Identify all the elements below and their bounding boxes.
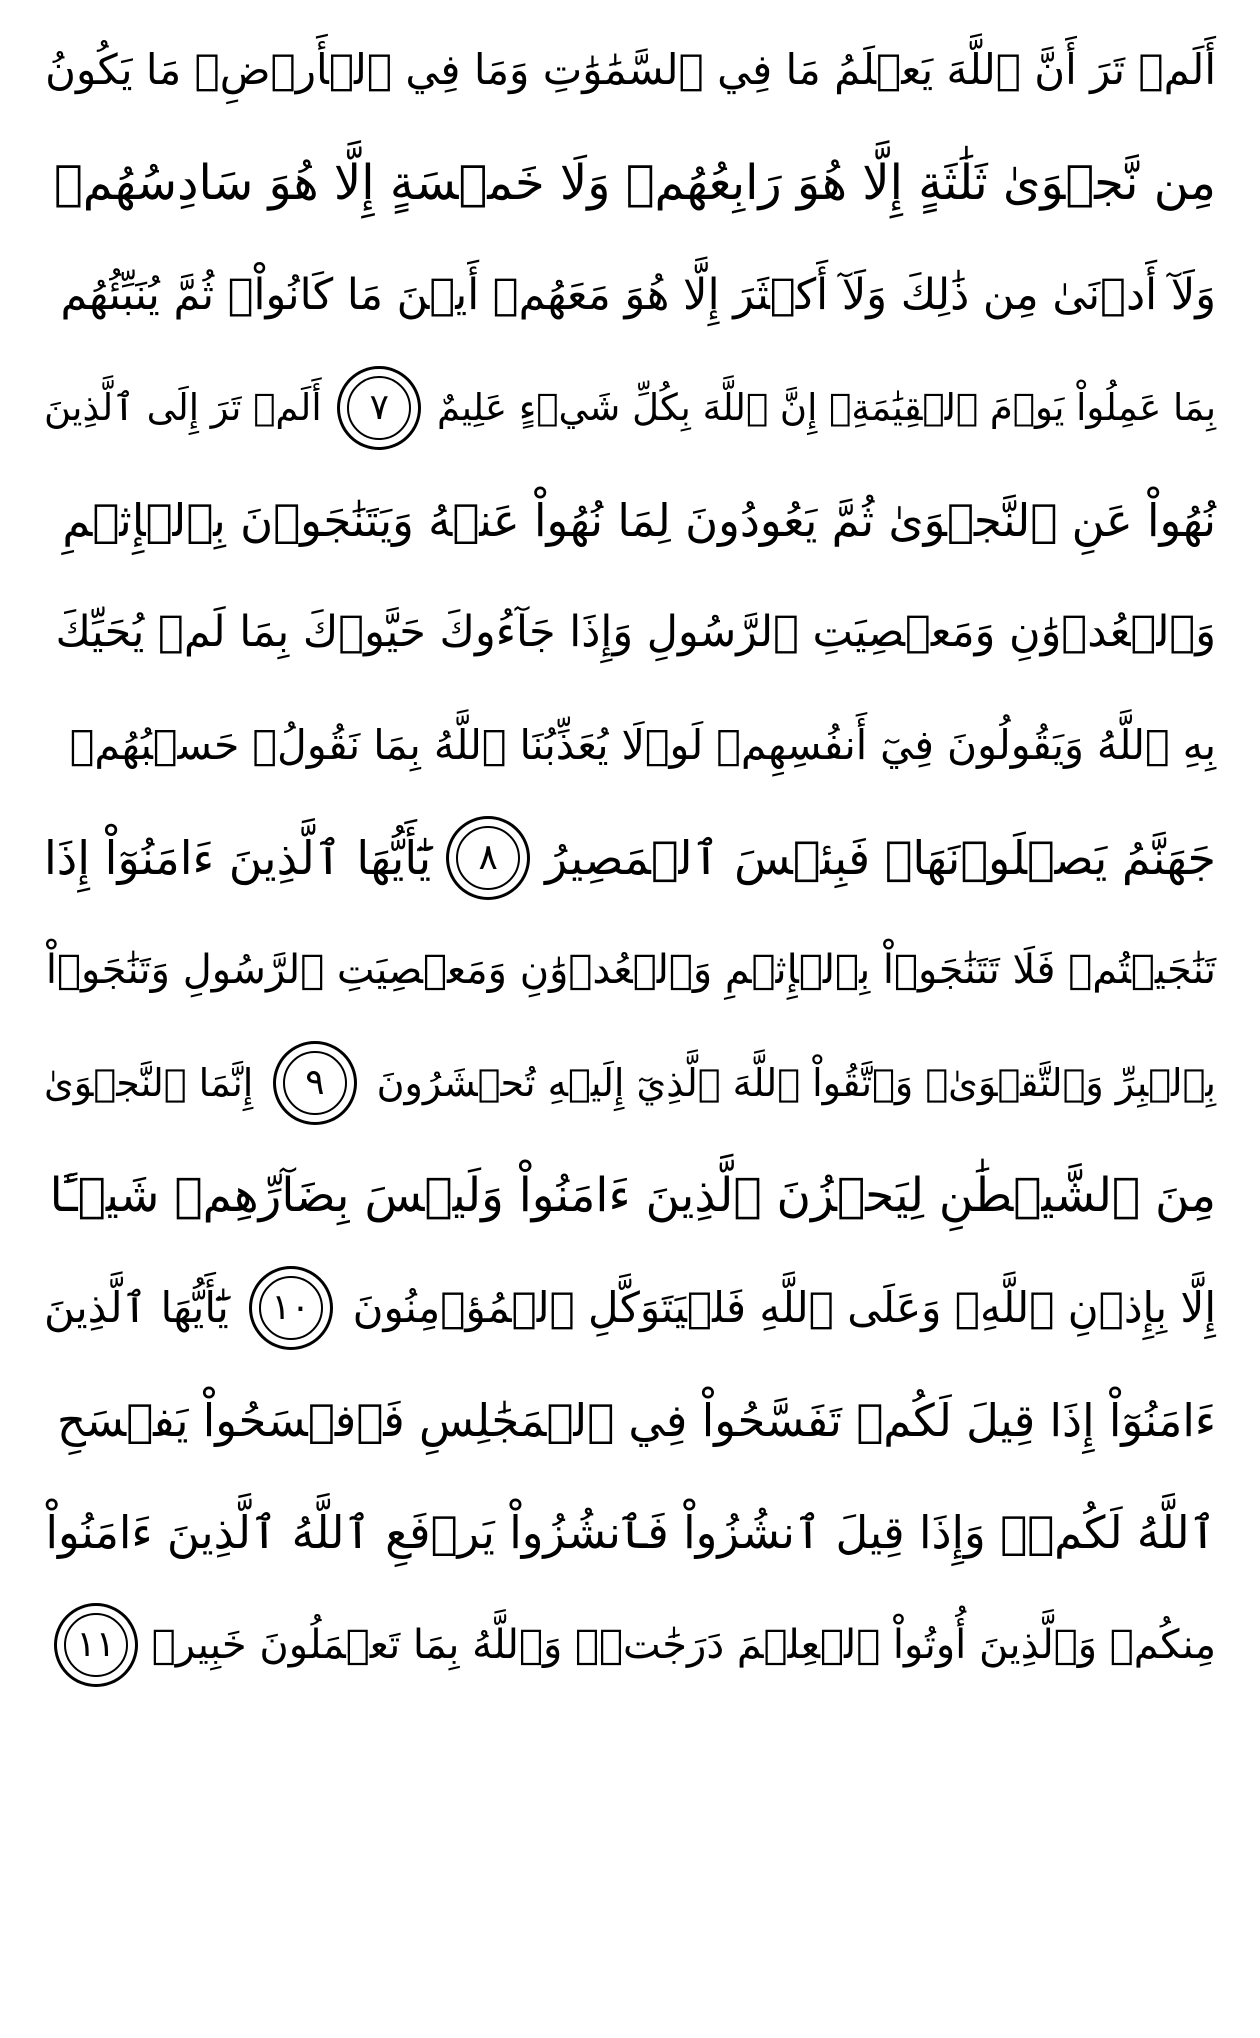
ayah-end-marker-icon <box>273 1041 357 1125</box>
line-7 <box>44 689 1216 802</box>
line-11 <box>44 1139 1216 1252</box>
line-15-text: مِنكُمۡ وَٱلَّذِينَ أُوتُواْ ٱلۡعِلۡمَ دَرَجَٰتٖۚ وَٱللَّهُ بِمَا تَعۡمَلُونَ خَبِيرٞ <box>151 1622 1216 1669</box>
line-3-text: وَلَآ أَدۡنَىٰ مِن ذَٰلِكَ وَلَآ أَكۡثَرَ إِلَّا هُوَ مَعَهُمۡ أَيۡنَ مَا كَانُواْۖ ثُمَّ يُنَبِّئُهُم <box>60 269 1216 320</box>
line-9 <box>44 914 1216 1027</box>
ayah-number: ٩ <box>305 1061 325 1103</box>
line-12-text-a: إِلَّا بِإِذۡنِ ٱللَّهِۚ وَعَلَى ٱللَّهِ فَلۡيَتَوَكَّلِ ٱلۡمُؤۡمِنُونَ <box>352 1282 1216 1332</box>
line-6-text: وَٱلۡعُدۡوَٰنِ وَمَعۡصِيَتِ ٱلرَّسُولِ وَإِذَا جَآءُوكَ حَيَّوۡكَ بِمَا لَمۡ يُحَيِّكَ <box>55 607 1216 658</box>
line-8-text-a: جَهَنَّمُ يَصۡلَوۡنَهَاۖ فَبِئۡسَ ٱلۡمَصِيرُ <box>545 830 1216 885</box>
line-1 <box>44 14 1216 127</box>
line-4 <box>44 352 1216 465</box>
line-14 <box>44 1477 1216 1590</box>
line-15 <box>44 1589 1216 1702</box>
line-14-text: ٱللَّهُ لَكُمۡۖ وَإِذَا قِيلَ ٱنشُزُواْ فَٱنشُزُواْ يَرۡفَعِ ٱللَّهُ ٱلَّذِينَ ءَامَنُواْ <box>45 1506 1216 1560</box>
line-3 <box>44 239 1216 352</box>
ayah-end-marker-icon <box>54 1603 138 1687</box>
line-2 <box>44 127 1216 240</box>
line-13 <box>44 1364 1216 1477</box>
line-2-text: مِن نَّجۡوَىٰ ثَلَٰثَةٍ إِلَّا هُوَ رَابِعُهُمۡ وَلَا خَمۡسَةٍ إِلَّا هُوَ سَادِسُهُمۡ <box>53 154 1216 211</box>
line-7-text: بِهِ ٱللَّهُ وَيَقُولُونَ فِيٓ أَنفُسِهِمۡ لَوۡلَا يُعَذِّبُنَا ٱللَّهُ بِمَا نَقُولُۚ حَسۡبُهُمۡ <box>69 720 1216 769</box>
ayah-number: ١٠ <box>271 1286 311 1328</box>
line-1-text: أَلَمۡ تَرَ أَنَّ ٱللَّهَ يَعۡلَمُ مَا فِي ٱلسَّمَٰوَٰتِ وَمَا فِي ٱلۡأَرۡضِۖ مَا يَكُونُ <box>45 45 1216 95</box>
line-5-text: نُهُواْ عَنِ ٱلنَّجۡوَىٰ ثُمَّ يَعُودُونَ لِمَا نُهُواْ عَنۡهُ وَيَتَنَٰجَوۡنَ بِٱلۡإِثۡمِ <box>62 493 1216 547</box>
line-8-text-b: يَٰٓأَيُّهَا ٱلَّذِينَ ءَامَنُوٓاْ إِذَا <box>44 830 432 885</box>
line-8 <box>44 802 1216 915</box>
ayah-number: ١١ <box>76 1624 116 1666</box>
line-11-text: مِنَ ٱلشَّيۡطَٰنِ لِيَحۡزُنَ ٱلَّذِينَ ءَامَنُواْ وَلَيۡسَ بِضَآرِّهِمۡ شَيۡـًٔا <box>49 1167 1216 1223</box>
line-10-text-a: بِٱلۡبِرِّ وَٱلتَّقۡوَىٰۖ وَٱتَّقُواْ ٱللَّهَ ٱلَّذِيٓ إِلَيۡهِ تُحۡشَرُونَ <box>376 1060 1216 1105</box>
ayah-number: ٧ <box>369 386 389 428</box>
ayah-end-marker-icon <box>337 366 421 450</box>
line-4-text-a: بِمَا عَمِلُواْ يَوۡمَ ٱلۡقِيَٰمَةِۚ إِنَّ ٱللَّهَ بِكُلِّ شَيۡءٍ عَلِيمٌ <box>436 386 1216 430</box>
ayah-end-marker-icon <box>446 816 530 900</box>
line-13-text: ءَامَنُوٓاْ إِذَا قِيلَ لَكُمۡ تَفَسَّحُواْ فِي ٱلۡمَجَٰلِسِ فَٱفۡسَحُواْ يَفۡسَحِ <box>56 1393 1216 1447</box>
line-4-text-b: أَلَمۡ تَرَ إِلَى ٱلَّذِينَ <box>44 386 322 430</box>
line-5 <box>44 464 1216 577</box>
ayah-end-marker-icon <box>249 1266 333 1350</box>
line-9-text: تَنَٰجَيۡتُمۡ فَلَا تَتَنَٰجَوۡاْ بِٱلۡإِثۡمِ وَٱلۡعُدۡوَٰنِ وَمَعۡصِيَتِ ٱلرَّسُولِ وَتَنَٰجَوۡاْ <box>45 947 1216 994</box>
ayah-number: ٨ <box>478 836 498 878</box>
line-10-text-b: إِنَّمَا ٱلنَّجۡوَىٰ <box>44 1060 254 1105</box>
line-10 <box>44 1027 1216 1140</box>
line-12-text-b: يَٰٓأَيُّهَا ٱلَّذِينَ <box>44 1282 229 1332</box>
line-12 <box>44 1252 1216 1365</box>
line-6 <box>44 577 1216 690</box>
